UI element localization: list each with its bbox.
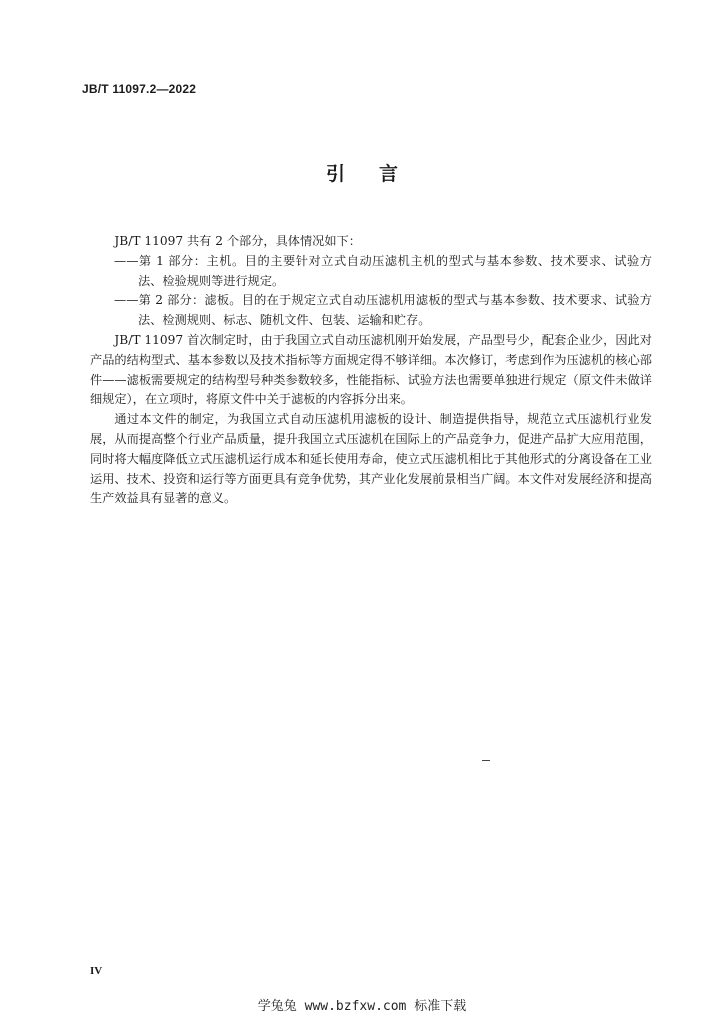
part-1-item: ——第 1 部分：主机。目的主要针对立式自动压滤机主机的型式与基本参数、技术要求、试验方法、检验规则等进行规定。 bbox=[114, 253, 652, 288]
revision-paragraph: JB/T 11097 首次制定时，由于我国立式自动压滤机刚开始发展，产品型号少，配套企业少，因此对产品的结构型式、基本参数以及技术指标等方面规定得不够详细。本次修订，考虑到作为压滤机的核心部件——滤板需要规定的结构型号种类参数较多，性能指标、试验方法也需要单独进行规定（原文件未做详细规定），在立项时，将原文件中关于滤板的内容拆分出来。 bbox=[90, 332, 652, 407]
document-code: JB/T 11097.2—2022 bbox=[82, 82, 197, 96]
part-2-item: ——第 2 部分：滤板。目的在于规定立式自动压滤机用滤板的型式与基本参数、技术要求、试验方法、检测规则、标志、随机文件、包装、运输和贮存。 bbox=[114, 293, 652, 328]
body-text bbox=[90, 232, 652, 509]
title-char-2: 言 bbox=[379, 163, 399, 185]
intro-paragraph: JB/T 11097 共有 2 个部分，具体情况如下： bbox=[114, 234, 361, 248]
page-number: IV bbox=[90, 965, 103, 977]
title-char-1: 引 bbox=[325, 163, 345, 185]
significance-paragraph: 通过本文件的制定，为我国立式自动压滤机用滤板的设计、制造提供指导，规范立式压滤机行业发展，从而提高整个行业产品质量，提升我国立式压滤机在国际上的产品竞争力，促进产品扩大应用范围，同时将大幅度降低立式压滤机运行成本和延长使用寿命，使立式压滤机相比于其他形式的分离设备在工业运用、技术、投资和运行等方面更具有竞争优势，其产业化发展前景相当广阔。本文件对发展经济和提高生产效益具有显著的意义。 bbox=[90, 412, 652, 506]
print-speck bbox=[482, 760, 490, 761]
page-title bbox=[0, 159, 724, 186]
footer-watermark: 学兔兔 www.bzfxw.com 标准下载 bbox=[257, 999, 467, 1014]
